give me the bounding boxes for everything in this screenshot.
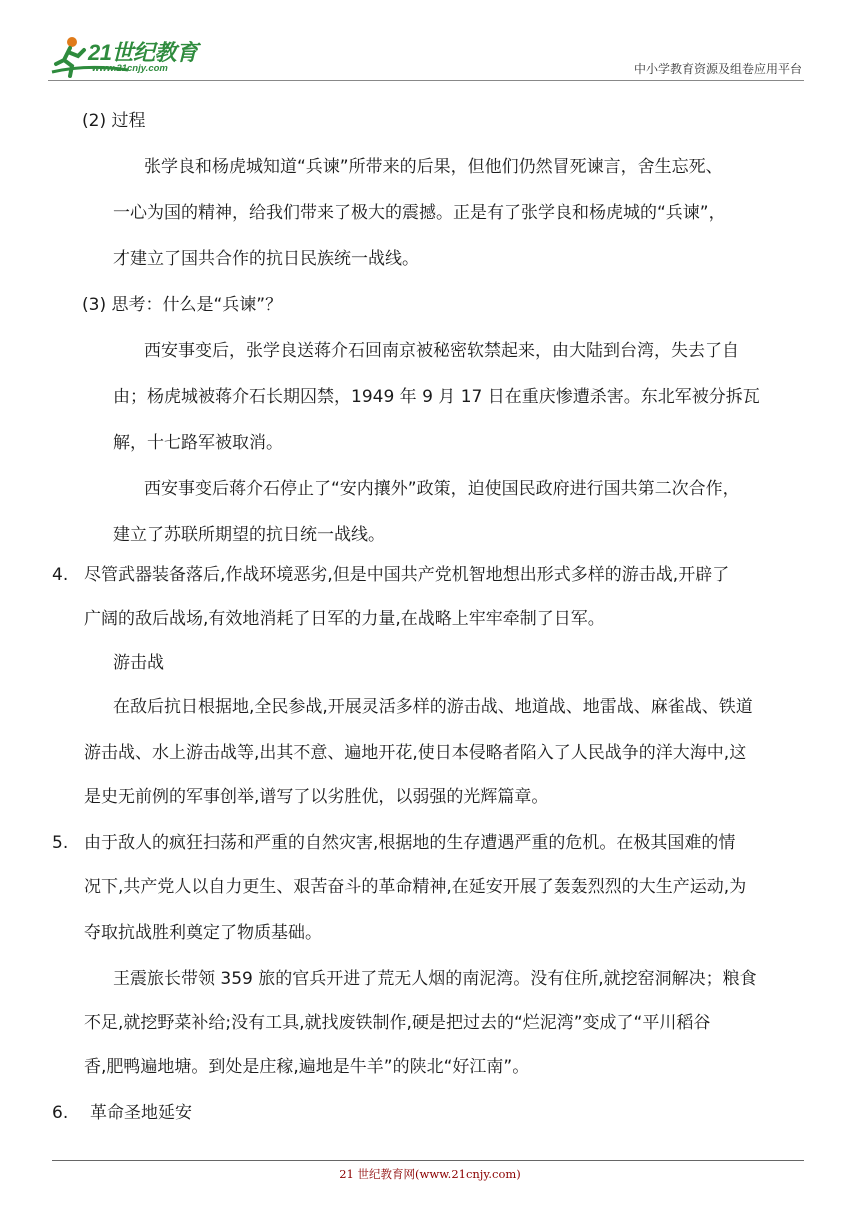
paragraph-line: 由；杨虎城被蒋介石长期囚禁，1949 年 9 月 17 日在重庆惨遭杀害。东北军被分拆瓦 (113, 387, 760, 407)
list-number-5: 5. (52, 833, 69, 853)
list-item-line: 夺取抗战胜利奠定了物质基础。 (84, 923, 322, 943)
paragraph-line: 一心为国的精神，给我们带来了极大的震撼。正是有了张学良和杨虎城的“兵谏”， (113, 203, 726, 223)
platform-title: 中小学教育资源及组卷应用平台 (633, 62, 802, 76)
paragraph-line: 西安事变后蒋介石停止了“安内攘外”政策，迫使国民政府进行国共第二次合作， (144, 479, 740, 499)
section-heading-3: (3) 思考：什么是“兵谏”？ (82, 295, 283, 315)
paragraph-line: 解，十七路军被取消。 (113, 433, 283, 453)
footer-text: 21 世纪教育网(www.21cnjy.com) (339, 1167, 521, 1181)
list-item-line: 由于敌人的疯狂扫荡和严重的自然灾害,根据地的生存遭遇严重的危机。在极其国难的情 (84, 833, 736, 853)
paragraph-line: 张学良和杨虎城知道“兵谏”所带来的后果，但他们仍然冒死谏言，舍生忘死、 (144, 157, 723, 177)
paragraph-line: 建立了苏联所期望的抗日统一战线。 (113, 525, 385, 545)
section-heading-2: (2) 过程 (82, 111, 146, 131)
list-item-line: 尽管武器装备落后,作战环境恶劣,但是中国共产党机智地想出形式多样的游击战,开辟了 (84, 565, 730, 585)
subheading: 游击战 (113, 653, 164, 673)
list-number-4: 4. (52, 565, 69, 585)
list-item-line: 游击战、水上游击战等,出其不意、遍地开花,使日本侵略者陷入了人民战争的洋大海中,这 (84, 743, 747, 763)
list-item-line: 在敌后抗日根据地,全民参战,开展灵活多样的游击战、地道战、地雷战、麻雀战、铁道 (113, 697, 753, 717)
footer-divider (52, 1160, 804, 1161)
list-item-line: 是史无前例的军事创举,谱写了以劣胜优，以弱强的光辉篇章。 (84, 787, 549, 807)
logo-text: 21世纪教育 (88, 40, 198, 65)
list-number-6: 6. (52, 1103, 69, 1123)
list-item-line: 不足,就挖野菜补给;没有工具,就找废铁制作,硬是把过去的“烂泥湾”变成了“平川稻谷 (84, 1013, 711, 1033)
page-header (0, 0, 860, 84)
paragraph-line: 才建立了国共合作的抗日民族统一战线。 (113, 249, 419, 269)
paragraph-line: 西安事变后，张学良送蒋介石回南京被秘密软禁起来，由大陆到台湾，失去了自 (144, 341, 739, 361)
logo-url: www.21cnjy.com (92, 63, 168, 74)
list-item-line: 王震旅长带领 359 旅的官兵开进了荒无人烟的南泥湾。没有住所,就挖窑洞解决；粮食 (113, 969, 757, 989)
list-item-line: 广阔的敌后战场,有效地消耗了日军的力量,在战略上牢牢牵制了日军。 (84, 609, 605, 629)
list-item-line: 况下,共产党人以自力更生、艰苦奋斗的革命精神,在延安开展了轰轰烈烈的大生产运动,为 (84, 877, 747, 897)
list-item-line: 革命圣地延安 (90, 1103, 192, 1123)
list-item-line: 香,肥鸭遍地塘。到处是庄稼,遍地是牛羊”的陕北“好江南”。 (84, 1057, 530, 1077)
header-divider (48, 80, 804, 81)
